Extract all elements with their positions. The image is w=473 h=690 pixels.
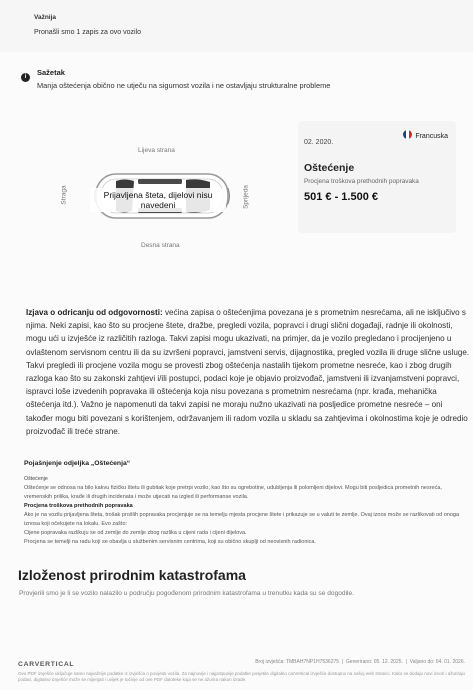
- notice-bar: [0, 0, 473, 52]
- footer-meta: Broj izvješća: TMBAH7NP1H7536275 | Generirano: 05. 12. 2025. | Valjano do: 04. 01. 2026.: [255, 659, 465, 665]
- notice-title: Važnija: [34, 14, 57, 21]
- info-icon: i: [21, 73, 30, 82]
- explanation-subtitle: Procjena troškova prethodnih popravaka: [24, 503, 133, 509]
- estimate-value: 501 € - 1.500 €: [304, 191, 379, 203]
- record-date: 02. 2020.: [304, 139, 334, 146]
- carvertical-logo: CARVERTICAL: [18, 661, 75, 668]
- disclaimer-heading: Izjava o odricanju od odgovornosti:: [26, 308, 163, 317]
- footer-text: Ovo PDF izvješće uključuje samo najvažnije podatke iz izvješća o povijesti vozila. Za najnovije i najpotpunije podatke posjetite digitalno carVertical izvješće dostupno na našoj web stranici. Kako se dodaju novi izvori i ažuriraju podaci, digitalno izvješće može se mijenjati i uvijek je točnije od ove PDF datoteke koja se ne ažurira nakon izrade.: [18, 671, 465, 682]
- section-text: Provjerili smo je li se vozilo nalazilo u području pogođenom prirodnim katastrofama u trenutku kada su se dogodile.: [19, 590, 354, 597]
- country-name: Francuska: [415, 133, 448, 140]
- explanation-title: Pojašnjenje odjeljka „Oštećenja“: [24, 460, 131, 467]
- summary-text: Manja oštećenja obično ne utječu na sigurnost vozila i ne ostavljaju strukturalne probleme: [37, 81, 331, 90]
- damage-record-card: [46, 121, 464, 269]
- disclaimer-text: [26, 306, 470, 438]
- report-number: Broj izvješća: TMBAH7NP1H7536275: [255, 659, 340, 665]
- explanation-subtext-2: Cijene popravaka razlikuju se od zemlje do zemlje zbog razlika u cijeni rada i cijeni dijelova.: [24, 530, 247, 536]
- section-title: Izloženost prirodnim katastrofama: [18, 567, 246, 583]
- valid-date: Valjano do: 04. 01. 2026.: [409, 659, 465, 665]
- summary-title: Sažetak: [37, 68, 65, 77]
- estimate-label: Procjena troškova prethodnih popravaka: [304, 178, 419, 185]
- car-damage-diagram: [46, 121, 300, 269]
- explanation-subtext-1: Ako je na vozilu prijavljena šteta, trošak prošlih popravaka procjenjuje se na temelju mjesta procjene štete i prikazuje se u valuti te zemlje. Ovaj iznos može se razlikovati od onoga iznosa koji očekujete na lokalu. Evo zašto:: [24, 512, 460, 527]
- label-front: Sprijeda: [242, 185, 250, 209]
- france-flag-icon: [403, 130, 412, 139]
- explanation-subtext-3: Procjena se temelji na radu koji se obavlja u službenim servisnim centrima, koji su obično skuplji od neovisnih radionica.: [24, 539, 316, 545]
- damage-note: Prijavljena šteta, dijelovi nisu navedeni: [90, 188, 226, 212]
- generated-date: Generirano: 05. 12. 2025.: [345, 659, 403, 665]
- disclaimer-body: većina zapisa o oštećenjima povezana je s prometnim nesrećama, ali ne isključivo s njima. Neki zapisi, kao što su procjene štete, dražbe, pregledi vozila, popravci i drugi slični događaji, radnje ili okolnosti, mogu ući u izvješće iz različitih razloga. Takvi zapisi mogu ukazivati, na primjer, da je vozilo pregledano i procijenjeno u ovlaštenom servisnom centru ili da su izvršeni popravci, jamstveni servis, dijagnostika, pregled vozila ili druge slične usluge. Takvi pregledi ili procjene vozila mogu se provesti zbog oštećenja nastalih tijekom prometne nesreće, kao i zbog drugih razloga kao što su zakonski zahtjevi i/ili postupci, podaci koje je objavio proizvođač, jamstveni ili izvanjamstveni popravci, ispravci loše izvedenih popravaka ili oštećenja koja nisu povezana s prometnim nesrećama (npr. krađa, mehanička oštećenja itd.). Važno je napomenuti da takvi zapisi ne moraju nužno ukazivati na posljedice prometne nesreće – oni također mogu biti povezani s korištenjem, održavanjem ili radom vozila u skladu sa zahtjevima i okolnostima koje je odredio proizvođač ili treće strane.: [26, 308, 470, 436]
- record-title: Oštećenje: [304, 162, 355, 174]
- label-rear: Straga: [60, 185, 68, 205]
- notice-text: Pronašli smo 1 zapis za ovo vozilo: [34, 29, 141, 36]
- summary-block: [0, 64, 473, 100]
- record-country: [403, 130, 448, 140]
- record-info-panel: [298, 121, 456, 233]
- explanation-text: Oštećenje se odnosa na bilo kakvu fizičku štetu ili gubitak koje pretrpi vozilo, kao što su ogrebotine, udubljenja ili polomljeni dijelovi. Mogu biti posljedica prometnih nesreća, vremenskih prilika, krađe ili drugih incidenata i može utjecati na izgled ili performanse vozila.: [24, 485, 442, 500]
- explanation-label: Oštećenje: [24, 476, 48, 482]
- label-right-side: Desna strana: [141, 242, 180, 249]
- label-left-side: Lijeva strana: [138, 147, 175, 154]
